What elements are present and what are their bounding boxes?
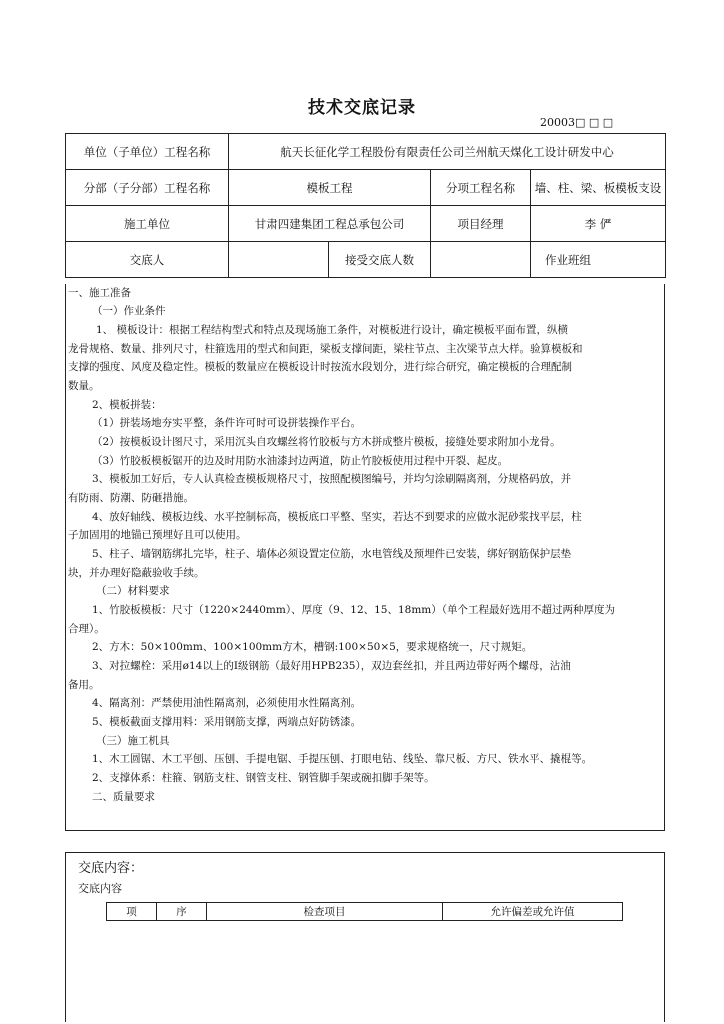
content-line: 2、支撑体系：柱箍、钢筋支柱、钢管支柱、钢管脚手架或碗扣脚手架等。 <box>92 772 435 784</box>
briefing-content-title: 交底内容： <box>78 861 144 876</box>
content-line: 龙骨规格、数量、排列尺寸，柱箍选用的型式和间距，梁板支撑间距，梁柱节点、主次梁节点大样。验算模板和 <box>68 343 583 355</box>
column-header: 检查项目 <box>207 903 443 921</box>
content-line: 子加固用的地锚已预埋好且可以使用。 <box>68 529 247 541</box>
document-title: 技术交底记录 <box>308 98 416 118</box>
column-header: 允许偏差或允许值 <box>443 903 623 921</box>
content-line: 数量。 <box>68 380 100 392</box>
subsection-heading: （二）材料要求 <box>96 585 170 597</box>
content-cell <box>65 284 665 831</box>
team-label: 作业班组 <box>531 242 666 278</box>
content-line: 3、模板加工好后，专人认真检查模板规格尺寸，按照配模图编号，并均匀涂刷隔离剂，分规格码放，并 <box>92 473 572 485</box>
content-line: 4、隔离剂：严禁使用油性隔离剂，必须使用水性隔离剂。 <box>92 697 362 709</box>
table-header-row <box>107 903 623 921</box>
content-line: 3、对拉螺栓：采用ø14以上的Ⅰ级钢筋（最好用HPB235），双边套丝扣，并且两边带好两个螺母，沾油 <box>92 660 571 672</box>
manager-value: 李 俨 <box>531 206 666 242</box>
subitem-label: 分项工程名称 <box>431 170 531 206</box>
contractor-label: 施工单位 <box>66 206 229 242</box>
document-number: 20003□ □ □ <box>540 116 614 129</box>
header-table <box>65 133 666 278</box>
briefer-label: 交底人 <box>66 242 229 278</box>
receiver-value <box>431 242 531 278</box>
content-line: 有防雨、防潮、防砸措施。 <box>68 492 194 504</box>
content-line: 支撑的强度、风度及稳定性。模板的数量应在模板设计时按流水段划分，进行综合研究，确定模板的合理配制 <box>68 361 572 373</box>
content-line: 2、模板拼装： <box>92 399 162 411</box>
content-line: 合理）。 <box>68 623 105 635</box>
content-line: 1、木工圆锯、木工平刨、压刨、手提电锯、手提压刨、打眼电钻、线坠、靠尺板、方尺、铁水平、撬棍等。 <box>92 753 593 765</box>
column-header: 序 <box>157 903 207 921</box>
content-line: （2）按模板设计图尺寸，采用沉头自攻螺丝将竹胶板与方木拼成整片模板，接缝处要求附加小龙骨。 <box>92 436 561 448</box>
content-line: 5、模板截面支撑用料：采用钢筋支撑，两端点好防锈漆。 <box>92 716 362 728</box>
content-line: 2、方木：50×100mm、100×100mm方木，槽钢:100×50×5，要求规格统一，尺寸规矩。 <box>92 641 533 653</box>
content-line: 5、柱子、墙钢筋绑扎完毕，柱子、墙体必须设置定位筋，水电管线及预埋件已安装，绑好钢筋保护层垫 <box>92 548 572 560</box>
content-line: 1、竹胶板模板：尺寸（1220×2440mm）、厚度（9、12、15、18mm）（单个工程最好选用不超过两种厚度为 <box>92 604 616 616</box>
inspection-table <box>106 902 623 921</box>
briefing-content-block <box>65 852 665 1022</box>
unit-value: 航天长征化学工程股份有限责任公司兰州航天煤化工设计研发中心 <box>229 134 666 170</box>
content-line: 备用。 <box>68 679 100 691</box>
content-line: 块，并办理好隐蔽验收手续。 <box>68 567 205 579</box>
table-row <box>66 242 666 278</box>
content-line: （3）竹胶板模板锯开的边及时用防水油漆封边两道，防止竹胶板使用过程中开裂、起皮。 <box>92 455 509 467</box>
content-line: 4、放好轴线、模板边线、水平控制标高，模板底口平整、坚实，若达不到要求的应做水泥砂浆找平层，柱 <box>92 511 582 523</box>
table-row <box>66 134 666 170</box>
table-row <box>66 170 666 206</box>
briefing-content-subtitle: 交底内容 <box>78 882 122 895</box>
section-heading: 一、施工准备 <box>68 287 131 299</box>
division-value: 模板工程 <box>229 170 431 206</box>
unit-label: 单位（子单位）工程名称 <box>66 134 229 170</box>
briefer-value <box>229 242 329 278</box>
content-line: 1、 模板设计：根据工程结构型式和特点及现场施工条件，对模板进行设计，确定模板平面布置，纵横 <box>96 324 569 336</box>
receiver-label: 接受交底人数 <box>329 242 431 278</box>
table-row <box>66 206 666 242</box>
subitem-value: 墙、柱、梁、板模板支设 <box>531 170 666 206</box>
column-header: 项 <box>107 903 157 921</box>
subsection-heading: （三）施工机具 <box>96 735 170 747</box>
division-label: 分部（子分部）工程名称 <box>66 170 229 206</box>
manager-label: 项目经理 <box>431 206 531 242</box>
section-heading: 二、质量要求 <box>92 791 155 803</box>
contractor-value: 甘肃四建集团工程总承包公司 <box>229 206 431 242</box>
content-line: （1）拼装场地夯实平整，条件许可时可设拼装操作平台。 <box>92 417 362 429</box>
subsection-heading: （一）作业条件 <box>92 305 166 317</box>
